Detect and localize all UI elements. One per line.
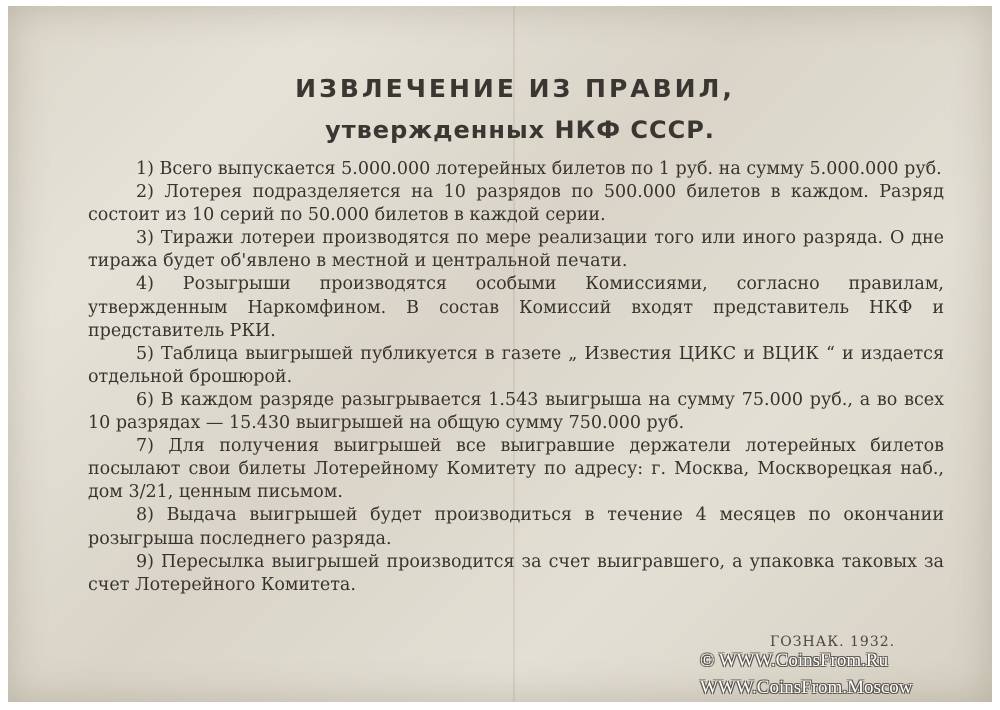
rule-item: 2) Лотерея подразделяется на 10 разрядов по 500.000 билетов в каждом. Разряд состоит из 10 серий по 50.000 билетов в каждой серии. xyxy=(88,182,944,226)
rule-item: 9) Пересылка выигрышей производится за счет выигравшего, а упаковка таковых за счет Лотерейного Комитета. xyxy=(88,551,944,595)
page-title: ИЗВЛЕЧЕНИЕ ИЗ ПРАВИЛ, xyxy=(295,74,735,103)
rule-item: 7) Для получения выигрышей все выигравшие держатели лотерейных билетов посылают свои билеты Лотерейному Комитету по адресу: г. Москва, Москворецкая наб., дом 3/21, ценным письмом. xyxy=(88,436,944,503)
rule-item: 6) В каждом разряде разыгрывается 1.543 выигрыша на сумму 75.000 руб., а во всех 10 разрядах — 15.430 выигрышей на общую сумму 750.000 руб. xyxy=(88,389,944,434)
rule-item: 4) Розыгрыши производятся особыми Комиссиями, согласно правилам, утвержденным Наркомфином. В состав Комиссий входят представитель НКФ и представитель РКИ. xyxy=(88,274,944,341)
rule-item: 3) Тиражи лотереи производятся по мере реализации того или иного разряда. О дне тиража будет об'явлено в местной и центральной печати. xyxy=(88,228,944,272)
printer-mark: ГОЗНАК. 1932. xyxy=(770,634,896,650)
rule-item: 1) Всего выпускается 5.000.000 лотерейных билетов по 1 руб. на сумму 5.000.000 руб. xyxy=(136,159,942,179)
watermark-text: © WWW.CoinsFrom.Ru xyxy=(700,650,889,671)
rule-item: 8) Выдача выигрышей будет производиться в течение 4 месяцев по окончании розыгрыша последнего разряда. xyxy=(88,505,944,549)
page-subtitle: утвержденных НКФ СССР. xyxy=(325,116,715,144)
rules-list xyxy=(88,158,944,597)
watermark-text: WWW.CoinsFrom.Moscow xyxy=(700,677,913,698)
rule-item: 5) Таблица выигрышей публикуется в газете „ Известия ЦИКС и ВЦИК “ и издается отдельной брошюрой. xyxy=(88,343,944,387)
